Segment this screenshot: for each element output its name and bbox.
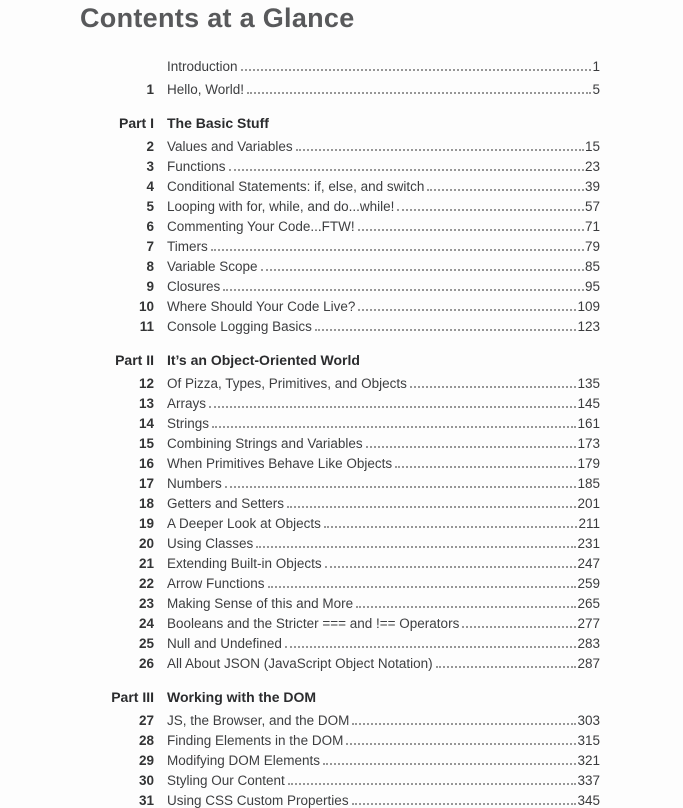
chapter-number: 16: [138, 456, 154, 471]
dot-leader: [325, 566, 577, 568]
entry-title: Booleans and the Stricter === and !== Operators: [167, 616, 460, 631]
chapter-number: 26: [138, 656, 154, 671]
entry-title: Extending Built-in Objects: [167, 556, 322, 571]
entry-title: Modifying DOM Elements: [167, 753, 321, 768]
toc-list: [100, 51, 600, 808]
toc-entry: [100, 254, 600, 274]
toc-entry: [100, 451, 600, 471]
page-number: 71: [584, 219, 600, 234]
entry-title: A Deeper Look at Objects: [167, 516, 321, 531]
entry-title: Closures: [167, 279, 221, 294]
entry-title: Conditional Statements: if, else, and switch: [167, 179, 425, 194]
toc-entry: [100, 154, 600, 174]
page-number: 1: [592, 59, 600, 74]
toc-entry: [100, 174, 600, 194]
entry-title: Numbers: [167, 476, 222, 491]
part-label: Part II: [115, 352, 154, 368]
entry-title: Using Classes: [167, 536, 254, 551]
part-label: Part III: [111, 689, 154, 705]
page-number: 345: [577, 793, 600, 808]
dot-leader: [366, 446, 577, 448]
page-number: 173: [577, 436, 600, 451]
page-number: 247: [577, 556, 600, 571]
page-title: Contents at a Glance: [80, 3, 355, 33]
part-heading: [100, 348, 600, 368]
entry-title: All About JSON (JavaScript Object Notation): [167, 656, 433, 671]
entry-title: Where Should Your Code Live?: [167, 299, 356, 314]
chapter-number: 4: [146, 179, 154, 194]
toc-entry: [100, 728, 600, 748]
dot-leader: [352, 803, 577, 805]
toc-entry: [100, 768, 600, 788]
page-number: 95: [584, 279, 600, 294]
chapter-number: 31: [138, 793, 154, 808]
toc-entry: [100, 551, 600, 571]
entry-title: Variable Scope: [167, 259, 258, 274]
chapter-number: 21: [138, 556, 154, 571]
dot-leader: [352, 723, 576, 725]
toc-entry: [100, 234, 600, 254]
toc-entry: [100, 411, 600, 431]
dot-leader: [241, 69, 592, 71]
page-number: 303: [577, 713, 600, 728]
part-label: Part I: [118, 115, 154, 131]
toc-entry: [100, 631, 600, 651]
toc-entry: [100, 651, 600, 671]
chapter-number: 2: [146, 139, 154, 154]
entry-title: Introduction: [167, 59, 238, 74]
toc-entry: [100, 431, 600, 451]
dot-leader: [397, 209, 584, 211]
dot-leader: [436, 666, 577, 668]
page-number: 337: [577, 773, 600, 788]
entry-title: Strings: [167, 416, 210, 431]
toc-entry: [100, 194, 600, 214]
chapter-number: 22: [138, 576, 154, 591]
page-number: 201: [577, 496, 600, 511]
entry-title: Styling Our Content: [167, 773, 285, 788]
chapter-number: 9: [146, 279, 154, 294]
page-number: 15: [584, 139, 600, 154]
dot-leader: [356, 606, 576, 608]
toc-entry: [100, 74, 600, 97]
dot-leader: [247, 92, 591, 94]
page-number: 265: [577, 596, 600, 611]
toc-entry: [100, 471, 600, 491]
toc-entry: [100, 51, 600, 74]
part-heading: [100, 111, 600, 131]
dot-leader: [211, 249, 584, 251]
entry-title: Null and Undefined: [167, 636, 282, 651]
entry-title: Finding Elements in the DOM: [167, 733, 344, 748]
dot-leader: [268, 586, 577, 588]
chapter-number: 25: [138, 636, 154, 651]
page-number: 39: [584, 179, 600, 194]
part-heading: [100, 685, 600, 705]
chapter-number: 28: [138, 733, 154, 748]
chapter-number: 17: [138, 476, 154, 491]
chapter-number: 14: [138, 416, 154, 431]
chapter-number: 7: [146, 239, 154, 254]
chapter-number: 10: [138, 299, 154, 314]
entry-title: Using CSS Custom Properties: [167, 793, 349, 808]
page-number: 57: [584, 199, 600, 214]
dot-leader: [315, 329, 577, 331]
dot-leader: [346, 743, 576, 745]
dot-leader: [358, 229, 584, 231]
dot-leader: [288, 783, 577, 785]
page-number: 109: [577, 299, 600, 314]
entry-title: Making Sense of this and More: [167, 596, 354, 611]
dot-leader: [410, 386, 577, 388]
toc-entry: [100, 511, 600, 531]
toc-entry: [100, 491, 600, 511]
toc-entry: [100, 134, 600, 154]
dot-leader: [358, 309, 576, 311]
dot-leader: [462, 626, 576, 628]
dot-leader: [261, 269, 584, 271]
page-number: 123: [577, 319, 600, 334]
page-number: 185: [577, 476, 600, 491]
page-number: 5: [592, 82, 600, 97]
page-number: 145: [577, 396, 600, 411]
chapter-number: 30: [138, 773, 154, 788]
page-number: 211: [578, 516, 600, 531]
dot-leader: [209, 406, 576, 408]
toc-entry: [100, 788, 600, 808]
dot-leader: [225, 486, 577, 488]
chapter-number: 20: [138, 536, 154, 551]
entry-title: Console Logging Basics: [167, 319, 312, 334]
dot-leader: [285, 646, 577, 648]
entry-title: Hello, World!: [167, 82, 245, 97]
chapter-number: 12: [138, 376, 154, 391]
chapter-number: 18: [138, 496, 154, 511]
page-number: 287: [577, 656, 600, 671]
chapter-number: 23: [138, 596, 154, 611]
page-number: 321: [577, 753, 600, 768]
toc-entry: [100, 274, 600, 294]
dot-leader: [324, 526, 578, 528]
entry-title: Timers: [167, 239, 208, 254]
entry-title: Arrow Functions: [167, 576, 265, 591]
chapter-number: 8: [146, 259, 154, 274]
chapter-number: 6: [146, 219, 154, 234]
part-title: The Basic Stuff: [167, 115, 269, 131]
toc-entry: [100, 294, 600, 314]
chapter-number: 5: [146, 199, 154, 214]
page-number: 179: [577, 456, 600, 471]
chapter-number: 1: [146, 82, 154, 97]
entry-title: Combining Strings and Variables: [167, 436, 363, 451]
page-number: 23: [584, 159, 600, 174]
dot-leader: [296, 149, 584, 151]
chapter-number: 27: [138, 713, 154, 728]
toc-entry: [100, 748, 600, 768]
entry-title: When Primitives Behave Like Objects: [167, 456, 393, 471]
chapter-number: 15: [138, 436, 154, 451]
toc-entry: [100, 708, 600, 728]
page-number: 283: [577, 636, 600, 651]
chapter-number: 19: [138, 516, 154, 531]
toc-entry: [100, 531, 600, 551]
dot-leader: [229, 169, 584, 171]
dot-leader: [323, 763, 576, 765]
part-title: It’s an Object-Oriented World: [167, 352, 360, 368]
entry-title: Values and Variables: [167, 139, 293, 154]
dot-leader: [212, 426, 576, 428]
part-title: Working with the DOM: [167, 689, 317, 705]
toc-entry: [100, 611, 600, 631]
toc-entry: [100, 571, 600, 591]
chapter-number: 24: [138, 616, 154, 631]
toc-entry: [100, 214, 600, 234]
page-number: 79: [584, 239, 600, 254]
page-number: 259: [577, 576, 600, 591]
dot-leader: [223, 289, 584, 291]
dot-leader: [427, 189, 584, 191]
entry-title: Looping with for, while, and do...while!: [167, 199, 395, 214]
page-number: 315: [577, 733, 600, 748]
entry-title: Functions: [167, 159, 226, 174]
dot-leader: [395, 466, 576, 468]
entry-title: Arrays: [167, 396, 207, 411]
page-number: 135: [577, 376, 600, 391]
chapter-number: 13: [138, 396, 154, 411]
toc-entry: [100, 391, 600, 411]
toc-entry: [100, 591, 600, 611]
chapter-number: 11: [139, 319, 154, 334]
toc-entry: [100, 371, 600, 391]
chapter-number: 3: [146, 159, 154, 174]
page-number: 277: [577, 616, 600, 631]
entry-title: Getters and Setters: [167, 496, 285, 511]
toc-entry: [100, 314, 600, 334]
dot-leader: [287, 506, 576, 508]
book-page: [0, 2, 683, 808]
page-number: 231: [577, 536, 600, 551]
dot-leader: [256, 546, 576, 548]
page-number: 161: [577, 416, 600, 431]
entry-title: Of Pizza, Types, Primitives, and Objects: [167, 376, 407, 391]
chapter-number: 29: [138, 753, 154, 768]
entry-title: JS, the Browser, and the DOM: [167, 713, 350, 728]
entry-title: Commenting Your Code...FTW!: [167, 219, 355, 234]
page-number: 85: [584, 259, 600, 274]
